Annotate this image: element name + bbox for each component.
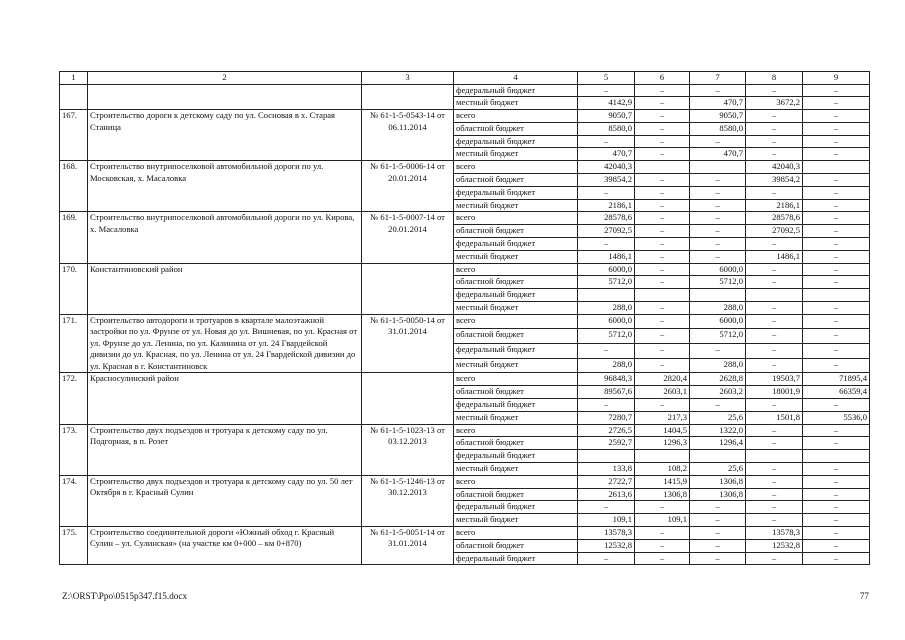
amount-cell: – xyxy=(803,539,870,552)
column-number: 8 xyxy=(746,72,803,85)
funding-source: всего xyxy=(454,424,578,437)
amount-cell: – xyxy=(746,148,803,161)
table-body xyxy=(60,72,870,565)
funding-source: федеральный бюджет xyxy=(454,344,578,359)
amount-cell xyxy=(690,450,746,463)
amount-cell: – xyxy=(635,552,690,565)
amount-cell: 6000,0 xyxy=(690,263,746,276)
amount-cell: – xyxy=(746,344,803,359)
amount-cell xyxy=(803,450,870,463)
amount-cell: 109,1 xyxy=(578,514,635,527)
amount-cell: – xyxy=(635,501,690,514)
funding-source: местный бюджет xyxy=(454,462,578,475)
funding-source: всего xyxy=(454,526,578,539)
column-number: 5 xyxy=(578,72,635,85)
amount-cell: – xyxy=(746,135,803,148)
amount-cell xyxy=(578,450,635,463)
amount-cell: – xyxy=(746,263,803,276)
table-row xyxy=(60,161,870,174)
amount-cell: 288,0 xyxy=(690,358,746,373)
amount-cell: 1322,0 xyxy=(690,424,746,437)
amount-cell: 470,7 xyxy=(690,148,746,161)
funding-source: всего xyxy=(454,373,578,386)
funding-source: федеральный бюджет xyxy=(454,289,578,302)
amount-cell: – xyxy=(690,225,746,238)
amount-cell: – xyxy=(578,135,635,148)
amount-cell: – xyxy=(803,501,870,514)
amount-cell: – xyxy=(803,122,870,135)
item-number: 173. xyxy=(60,424,88,475)
amount-cell: 288,0 xyxy=(578,358,635,373)
amount-cell: 2722,7 xyxy=(578,475,635,488)
amount-cell: – xyxy=(746,302,803,315)
expertise-number: № 61-1-5-0543-14 от 06.11.2014 xyxy=(362,110,454,161)
amount-cell: – xyxy=(690,250,746,263)
amount-cell: 288,0 xyxy=(690,302,746,315)
amount-cell: 71895,4 xyxy=(803,373,870,386)
amount-cell: 2726,5 xyxy=(578,424,635,437)
amount-cell: 28578,6 xyxy=(746,212,803,225)
amount-cell: – xyxy=(635,212,690,225)
amount-cell: – xyxy=(690,526,746,539)
amount-cell: 2592,7 xyxy=(578,437,635,450)
table-row xyxy=(60,314,870,329)
amount-cell xyxy=(578,289,635,302)
expertise-number: № 61-1-5-0007-14 от 20.01.2014 xyxy=(362,212,454,263)
amount-cell xyxy=(803,161,870,174)
funding-source: местный бюджет xyxy=(454,250,578,263)
amount-cell xyxy=(635,450,690,463)
amount-cell: 5712,0 xyxy=(578,329,635,344)
amount-cell xyxy=(690,161,746,174)
page-number: 77 xyxy=(859,591,869,601)
item-number xyxy=(60,84,88,110)
column-number: 9 xyxy=(803,72,870,85)
amount-cell: – xyxy=(803,225,870,238)
funding-source: местный бюджет xyxy=(454,199,578,212)
budget-table xyxy=(59,71,870,565)
amount-cell: 6000,0 xyxy=(690,314,746,329)
amount-cell: 1306,8 xyxy=(690,488,746,501)
column-number: 7 xyxy=(690,72,746,85)
amount-cell: – xyxy=(635,302,690,315)
object-name: Константиновский район xyxy=(88,263,362,314)
table-row xyxy=(60,263,870,276)
amount-cell: – xyxy=(803,314,870,329)
funding-source: всего xyxy=(454,314,578,329)
table-row xyxy=(60,84,870,97)
funding-source: областной бюджет xyxy=(454,122,578,135)
object-name: Строительство соединительной дороги «Южный обход г. Красный Сулин – ул. Сулинская» (на участке км 0+000 – км 0+870) xyxy=(88,526,362,564)
item-number: 170. xyxy=(60,263,88,314)
amount-cell: 133,8 xyxy=(578,462,635,475)
amount-cell: 470,7 xyxy=(578,148,635,161)
funding-source: областной бюджет xyxy=(454,437,578,450)
amount-cell: 1486,1 xyxy=(746,250,803,263)
amount-cell: – xyxy=(635,344,690,359)
object-name xyxy=(88,84,362,110)
column-number: 6 xyxy=(635,72,690,85)
amount-cell: 66359,4 xyxy=(803,386,870,399)
object-name: Строительство внутрипоселковой автомобильной дороги по ул. Московская, х. Масаловка xyxy=(88,161,362,212)
amount-cell: 108,2 xyxy=(635,462,690,475)
amount-cell: – xyxy=(578,344,635,359)
object-name: Красносулинский район xyxy=(88,373,362,424)
amount-cell: 39854,2 xyxy=(578,174,635,187)
amount-cell: – xyxy=(803,97,870,110)
expertise-number xyxy=(362,373,454,424)
amount-cell: – xyxy=(635,148,690,161)
amount-cell: – xyxy=(803,135,870,148)
table-row xyxy=(60,526,870,539)
item-number: 172. xyxy=(60,373,88,424)
funding-source: местный бюджет xyxy=(454,97,578,110)
amount-cell: 12532,8 xyxy=(578,539,635,552)
amount-cell: 288,0 xyxy=(578,302,635,315)
amount-cell: 7280,7 xyxy=(578,411,635,424)
amount-cell: 109,1 xyxy=(635,514,690,527)
amount-cell: – xyxy=(803,437,870,450)
amount-cell: – xyxy=(746,314,803,329)
amount-cell: – xyxy=(746,398,803,411)
amount-cell: – xyxy=(578,501,635,514)
amount-cell: 13578,3 xyxy=(746,526,803,539)
amount-cell: – xyxy=(803,514,870,527)
amount-cell: – xyxy=(690,84,746,97)
amount-cell: – xyxy=(690,135,746,148)
funding-source: местный бюджет xyxy=(454,302,578,315)
funding-source: местный бюджет xyxy=(454,514,578,527)
amount-cell: – xyxy=(690,174,746,187)
amount-cell: 2186,1 xyxy=(578,199,635,212)
amount-cell: – xyxy=(635,225,690,238)
amount-cell: 27092,5 xyxy=(578,225,635,238)
amount-cell: – xyxy=(690,186,746,199)
amount-cell: 1415,9 xyxy=(635,475,690,488)
amount-cell: 9050,7 xyxy=(690,110,746,123)
amount-cell: – xyxy=(803,552,870,565)
amount-cell: – xyxy=(690,344,746,359)
amount-cell: 217,3 xyxy=(635,411,690,424)
expertise-number xyxy=(362,84,454,110)
amount-cell: – xyxy=(803,263,870,276)
amount-cell: – xyxy=(746,84,803,97)
amount-cell: – xyxy=(578,398,635,411)
funding-source: областной бюджет xyxy=(454,329,578,344)
amount-cell: – xyxy=(635,97,690,110)
amount-cell: 6000,0 xyxy=(578,314,635,329)
amount-cell: 2603,1 xyxy=(635,386,690,399)
funding-source: федеральный бюджет xyxy=(454,450,578,463)
amount-cell: 6000,0 xyxy=(578,263,635,276)
funding-source: всего xyxy=(454,110,578,123)
amount-cell: – xyxy=(803,329,870,344)
item-number: 169. xyxy=(60,212,88,263)
funding-source: федеральный бюджет xyxy=(454,238,578,251)
amount-cell: – xyxy=(690,539,746,552)
amount-cell: – xyxy=(803,398,870,411)
amount-cell: – xyxy=(803,276,870,289)
item-number: 174. xyxy=(60,475,88,526)
amount-cell: 1501,8 xyxy=(746,411,803,424)
amount-cell: – xyxy=(803,475,870,488)
funding-source: областной бюджет xyxy=(454,225,578,238)
expertise-number: № 61-1-5-0006-14 от 20.01.2014 xyxy=(362,161,454,212)
amount-cell: 3672,2 xyxy=(746,97,803,110)
amount-cell: – xyxy=(690,514,746,527)
amount-cell: 5712,0 xyxy=(578,276,635,289)
funding-source: всего xyxy=(454,161,578,174)
funding-source: местный бюджет xyxy=(454,148,578,161)
amount-cell: 19503,7 xyxy=(746,373,803,386)
amount-cell: 1296,3 xyxy=(635,437,690,450)
amount-cell: 5712,0 xyxy=(690,276,746,289)
amount-cell: – xyxy=(635,238,690,251)
amount-cell: – xyxy=(803,199,870,212)
amount-cell xyxy=(746,289,803,302)
item-number: 175. xyxy=(60,526,88,564)
amount-cell: 2186,1 xyxy=(746,199,803,212)
funding-source: областной бюджет xyxy=(454,174,578,187)
amount-cell: 96848,3 xyxy=(578,373,635,386)
funding-source: федеральный бюджет xyxy=(454,135,578,148)
funding-source: областной бюджет xyxy=(454,539,578,552)
amount-cell: 5712,0 xyxy=(690,329,746,344)
amount-cell: – xyxy=(746,122,803,135)
amount-cell xyxy=(746,450,803,463)
amount-cell: – xyxy=(690,552,746,565)
amount-cell: – xyxy=(803,462,870,475)
amount-cell xyxy=(635,289,690,302)
document-page xyxy=(59,71,869,565)
amount-cell: – xyxy=(746,462,803,475)
funding-source: местный бюджет xyxy=(454,358,578,373)
amount-cell: 28578,6 xyxy=(578,212,635,225)
expertise-number xyxy=(362,263,454,314)
amount-cell: – xyxy=(803,84,870,97)
funding-source: всего xyxy=(454,263,578,276)
amount-cell xyxy=(635,161,690,174)
amount-cell: – xyxy=(578,552,635,565)
amount-cell: 1306,8 xyxy=(635,488,690,501)
amount-cell: 2628,8 xyxy=(690,373,746,386)
amount-cell: – xyxy=(746,329,803,344)
amount-cell: – xyxy=(803,302,870,315)
amount-cell: – xyxy=(635,122,690,135)
amount-cell: 42040,3 xyxy=(578,161,635,174)
amount-cell: 25,6 xyxy=(690,462,746,475)
expertise-number: № 61-1-5-0051-14 от 31.01.2014 xyxy=(362,526,454,564)
amount-cell: 13578,3 xyxy=(578,526,635,539)
amount-cell: – xyxy=(746,488,803,501)
amount-cell: – xyxy=(635,250,690,263)
expertise-number: № 61-1-5-1246-13 от 30.12.2013 xyxy=(362,475,454,526)
table-row xyxy=(60,424,870,437)
amount-cell: – xyxy=(635,263,690,276)
amount-cell: – xyxy=(803,110,870,123)
funding-source: федеральный бюджет xyxy=(454,398,578,411)
expertise-number: № 61-1-5-0050-14 от 31.01.2014 xyxy=(362,314,454,373)
amount-cell xyxy=(803,289,870,302)
amount-cell: 4142,9 xyxy=(578,97,635,110)
amount-cell: – xyxy=(578,238,635,251)
amount-cell: 25,6 xyxy=(690,411,746,424)
funding-source: областной бюджет xyxy=(454,488,578,501)
amount-cell: – xyxy=(746,276,803,289)
amount-cell: – xyxy=(635,276,690,289)
amount-cell: – xyxy=(635,199,690,212)
amount-cell: – xyxy=(746,552,803,565)
amount-cell: – xyxy=(746,358,803,373)
object-name: Строительство двух подъездов и тротуара к детскому саду по ул. 50 лет Октября в г. Красный Сулин xyxy=(88,475,362,526)
amount-cell: – xyxy=(635,186,690,199)
amount-cell: – xyxy=(803,344,870,359)
amount-cell: – xyxy=(635,314,690,329)
amount-cell: – xyxy=(803,358,870,373)
amount-cell: – xyxy=(690,199,746,212)
amount-cell: – xyxy=(635,526,690,539)
object-name: Строительство дороги к детскому саду по ул. Сосновая в х. Старая Станица xyxy=(88,110,362,161)
amount-cell: – xyxy=(635,358,690,373)
amount-cell: 5536,0 xyxy=(803,411,870,424)
amount-cell: – xyxy=(746,186,803,199)
table-row xyxy=(60,475,870,488)
amount-cell: – xyxy=(746,514,803,527)
amount-cell: – xyxy=(690,212,746,225)
amount-cell: – xyxy=(635,174,690,187)
amount-cell: 1404,5 xyxy=(635,424,690,437)
amount-cell: 89567,6 xyxy=(578,386,635,399)
amount-cell: – xyxy=(690,501,746,514)
amount-cell: – xyxy=(635,135,690,148)
amount-cell: – xyxy=(578,84,635,97)
amount-cell: – xyxy=(635,398,690,411)
amount-cell: – xyxy=(803,424,870,437)
amount-cell: – xyxy=(803,212,870,225)
amount-cell: – xyxy=(803,526,870,539)
amount-cell: 9050,7 xyxy=(578,110,635,123)
column-number: 2 xyxy=(88,72,362,85)
amount-cell: 27092,5 xyxy=(746,225,803,238)
amount-cell: – xyxy=(635,110,690,123)
amount-cell: – xyxy=(803,238,870,251)
amount-cell: 1296,4 xyxy=(690,437,746,450)
amount-cell: – xyxy=(803,250,870,263)
item-number: 171. xyxy=(60,314,88,373)
item-number: 167. xyxy=(60,110,88,161)
amount-cell: – xyxy=(690,398,746,411)
item-number: 168. xyxy=(60,161,88,212)
amount-cell: – xyxy=(635,539,690,552)
table-row xyxy=(60,212,870,225)
amount-cell: 2613,6 xyxy=(578,488,635,501)
funding-source: федеральный бюджет xyxy=(454,552,578,565)
amount-cell: – xyxy=(803,148,870,161)
column-number: 1 xyxy=(60,72,88,85)
funding-source: всего xyxy=(454,212,578,225)
amount-cell: 1306,8 xyxy=(690,475,746,488)
column-number-row xyxy=(60,72,870,85)
object-name: Строительство внутрипоселковой автомобильной дороги по ул. Кирова, х. Масаловка xyxy=(88,212,362,263)
funding-source: всего xyxy=(454,475,578,488)
object-name: Строительство двух подъездов и тротуара к детскому саду по ул. Подгорная, в п. Розет xyxy=(88,424,362,475)
amount-cell: 39854,2 xyxy=(746,174,803,187)
object-name: Строительство автодороги и тротуаров в квартале малоэтажной застройки по ул. Фрунзе от ул. Новая до ул. Вишневая, по ул. Красная от ул. Фрунзе до ул. Ленина, по ул. Калинина от ул. 24 Гвардейской дивизии до ул. Красная, по ул. Ленина от ул. 24 Гвардейской дивизии до ул. Красная в г. Константиновск xyxy=(88,314,362,373)
expertise-number: № 61-1-5-1023-13 от 03.12.2013 xyxy=(362,424,454,475)
amount-cell: – xyxy=(746,110,803,123)
amount-cell: 8580,0 xyxy=(690,122,746,135)
funding-source: федеральный бюджет xyxy=(454,501,578,514)
amount-cell: – xyxy=(746,424,803,437)
funding-source: местный бюджет xyxy=(454,411,578,424)
amount-cell xyxy=(690,289,746,302)
funding-source: федеральный бюджет xyxy=(454,186,578,199)
amount-cell: 2603,2 xyxy=(690,386,746,399)
amount-cell: 470,7 xyxy=(690,97,746,110)
amount-cell: – xyxy=(746,238,803,251)
funding-source: федеральный бюджет xyxy=(454,84,578,97)
funding-source: областной бюджет xyxy=(454,276,578,289)
amount-cell: – xyxy=(803,186,870,199)
amount-cell: – xyxy=(690,238,746,251)
amount-cell: 8580,0 xyxy=(578,122,635,135)
amount-cell: 12532,8 xyxy=(746,539,803,552)
amount-cell: 1486,1 xyxy=(578,250,635,263)
file-path: Z:\ORST\Ppo\0515p347.f15.docx xyxy=(62,591,188,601)
amount-cell: – xyxy=(746,501,803,514)
amount-cell: – xyxy=(803,488,870,501)
table-row xyxy=(60,373,870,386)
amount-cell: 2820,4 xyxy=(635,373,690,386)
amount-cell: – xyxy=(803,174,870,187)
amount-cell: – xyxy=(578,186,635,199)
funding-source: областной бюджет xyxy=(454,386,578,399)
amount-cell: 18001,9 xyxy=(746,386,803,399)
amount-cell: – xyxy=(746,475,803,488)
amount-cell: – xyxy=(635,329,690,344)
amount-cell: – xyxy=(635,84,690,97)
table-row xyxy=(60,110,870,123)
column-number: 3 xyxy=(362,72,454,85)
column-number: 4 xyxy=(454,72,578,85)
amount-cell: 42040,3 xyxy=(746,161,803,174)
amount-cell: – xyxy=(746,437,803,450)
